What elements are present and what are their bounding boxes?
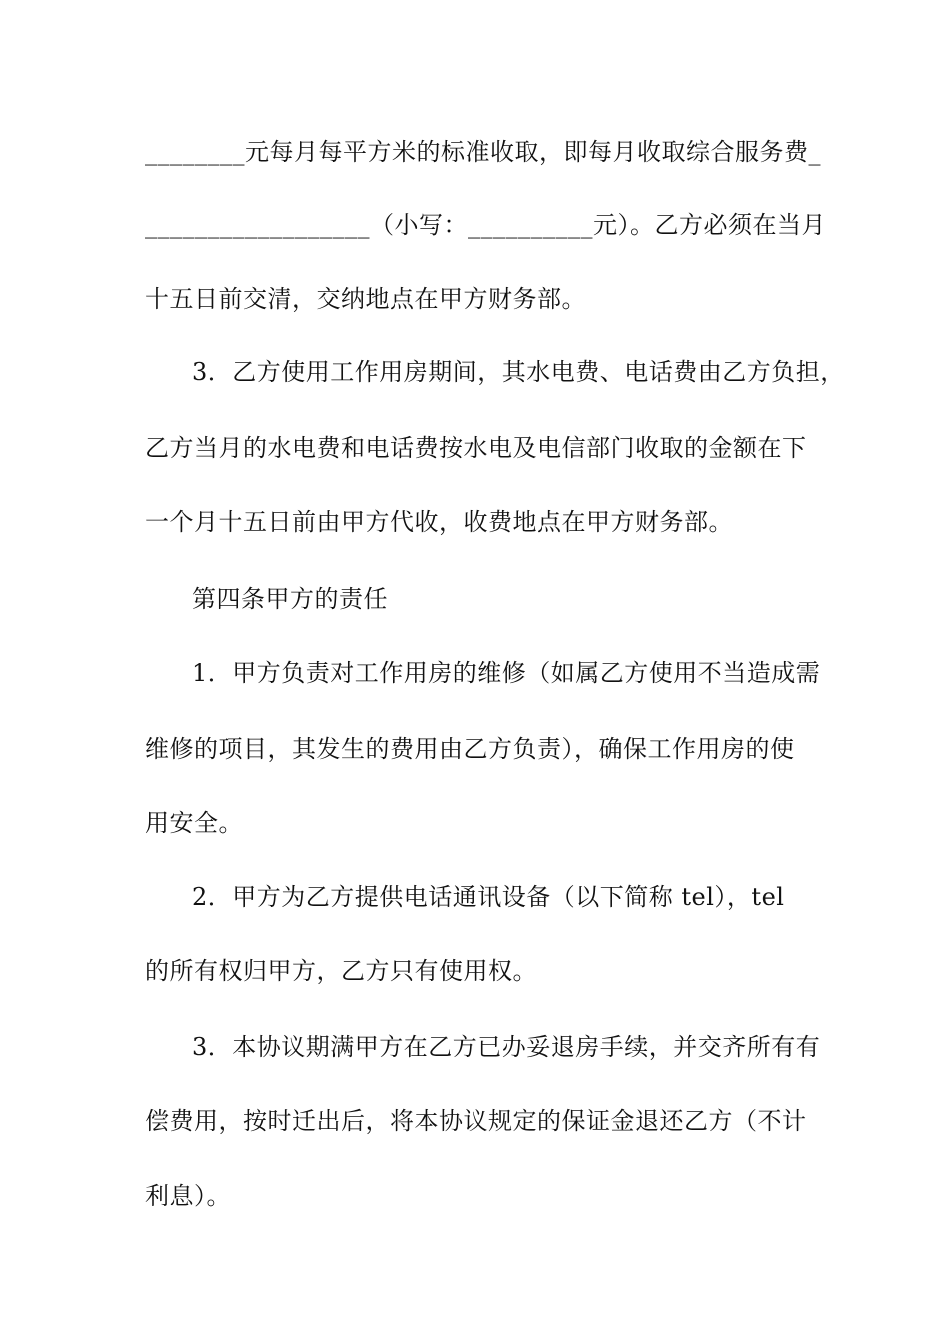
text-line-10: 用安全。 — [145, 809, 243, 837]
text-line-3: 十五日前交清，交纳地点在甲方财务部。 — [145, 285, 586, 313]
text-line-13: 3．本协议期满甲方在乙方已办妥退房手续，并交齐所有有 — [192, 1033, 821, 1061]
text-line-1: ________元每月每平方米的标准收取，即每月收取综合服务费_ — [145, 138, 821, 166]
text-line-2: __________________（小写：__________元）。乙方必须在当月 — [145, 211, 826, 239]
text-line-8: 1．甲方负责对工作用房的维修（如属乙方使用不当造成需 — [192, 659, 821, 687]
text-line-12: 的所有权归甲方，乙方只有使用权。 — [145, 957, 537, 985]
text-line-5: 乙方当月的水电费和电话费按水电及电信部门收取的金额在下 — [145, 434, 807, 462]
section-heading: 第四条甲方的责任 — [192, 585, 388, 613]
text-line-4: 3．乙方使用工作用房期间，其水电费、电话费由乙方负担， — [192, 358, 845, 386]
text-line-14: 偿费用，按时迁出后，将本协议规定的保证金退还乙方（不计 — [145, 1107, 807, 1135]
text-line-6: 一个月十五日前由甲方代收，收费地点在甲方财务部。 — [145, 508, 733, 536]
text-line-11: 2．甲方为乙方提供电话通讯设备（以下简称 tel），tel — [192, 883, 785, 911]
text-line-15: 利息）。 — [145, 1182, 231, 1210]
text-line-9: 维修的项目，其发生的费用由乙方负责），确保工作用房的使 — [145, 735, 795, 763]
